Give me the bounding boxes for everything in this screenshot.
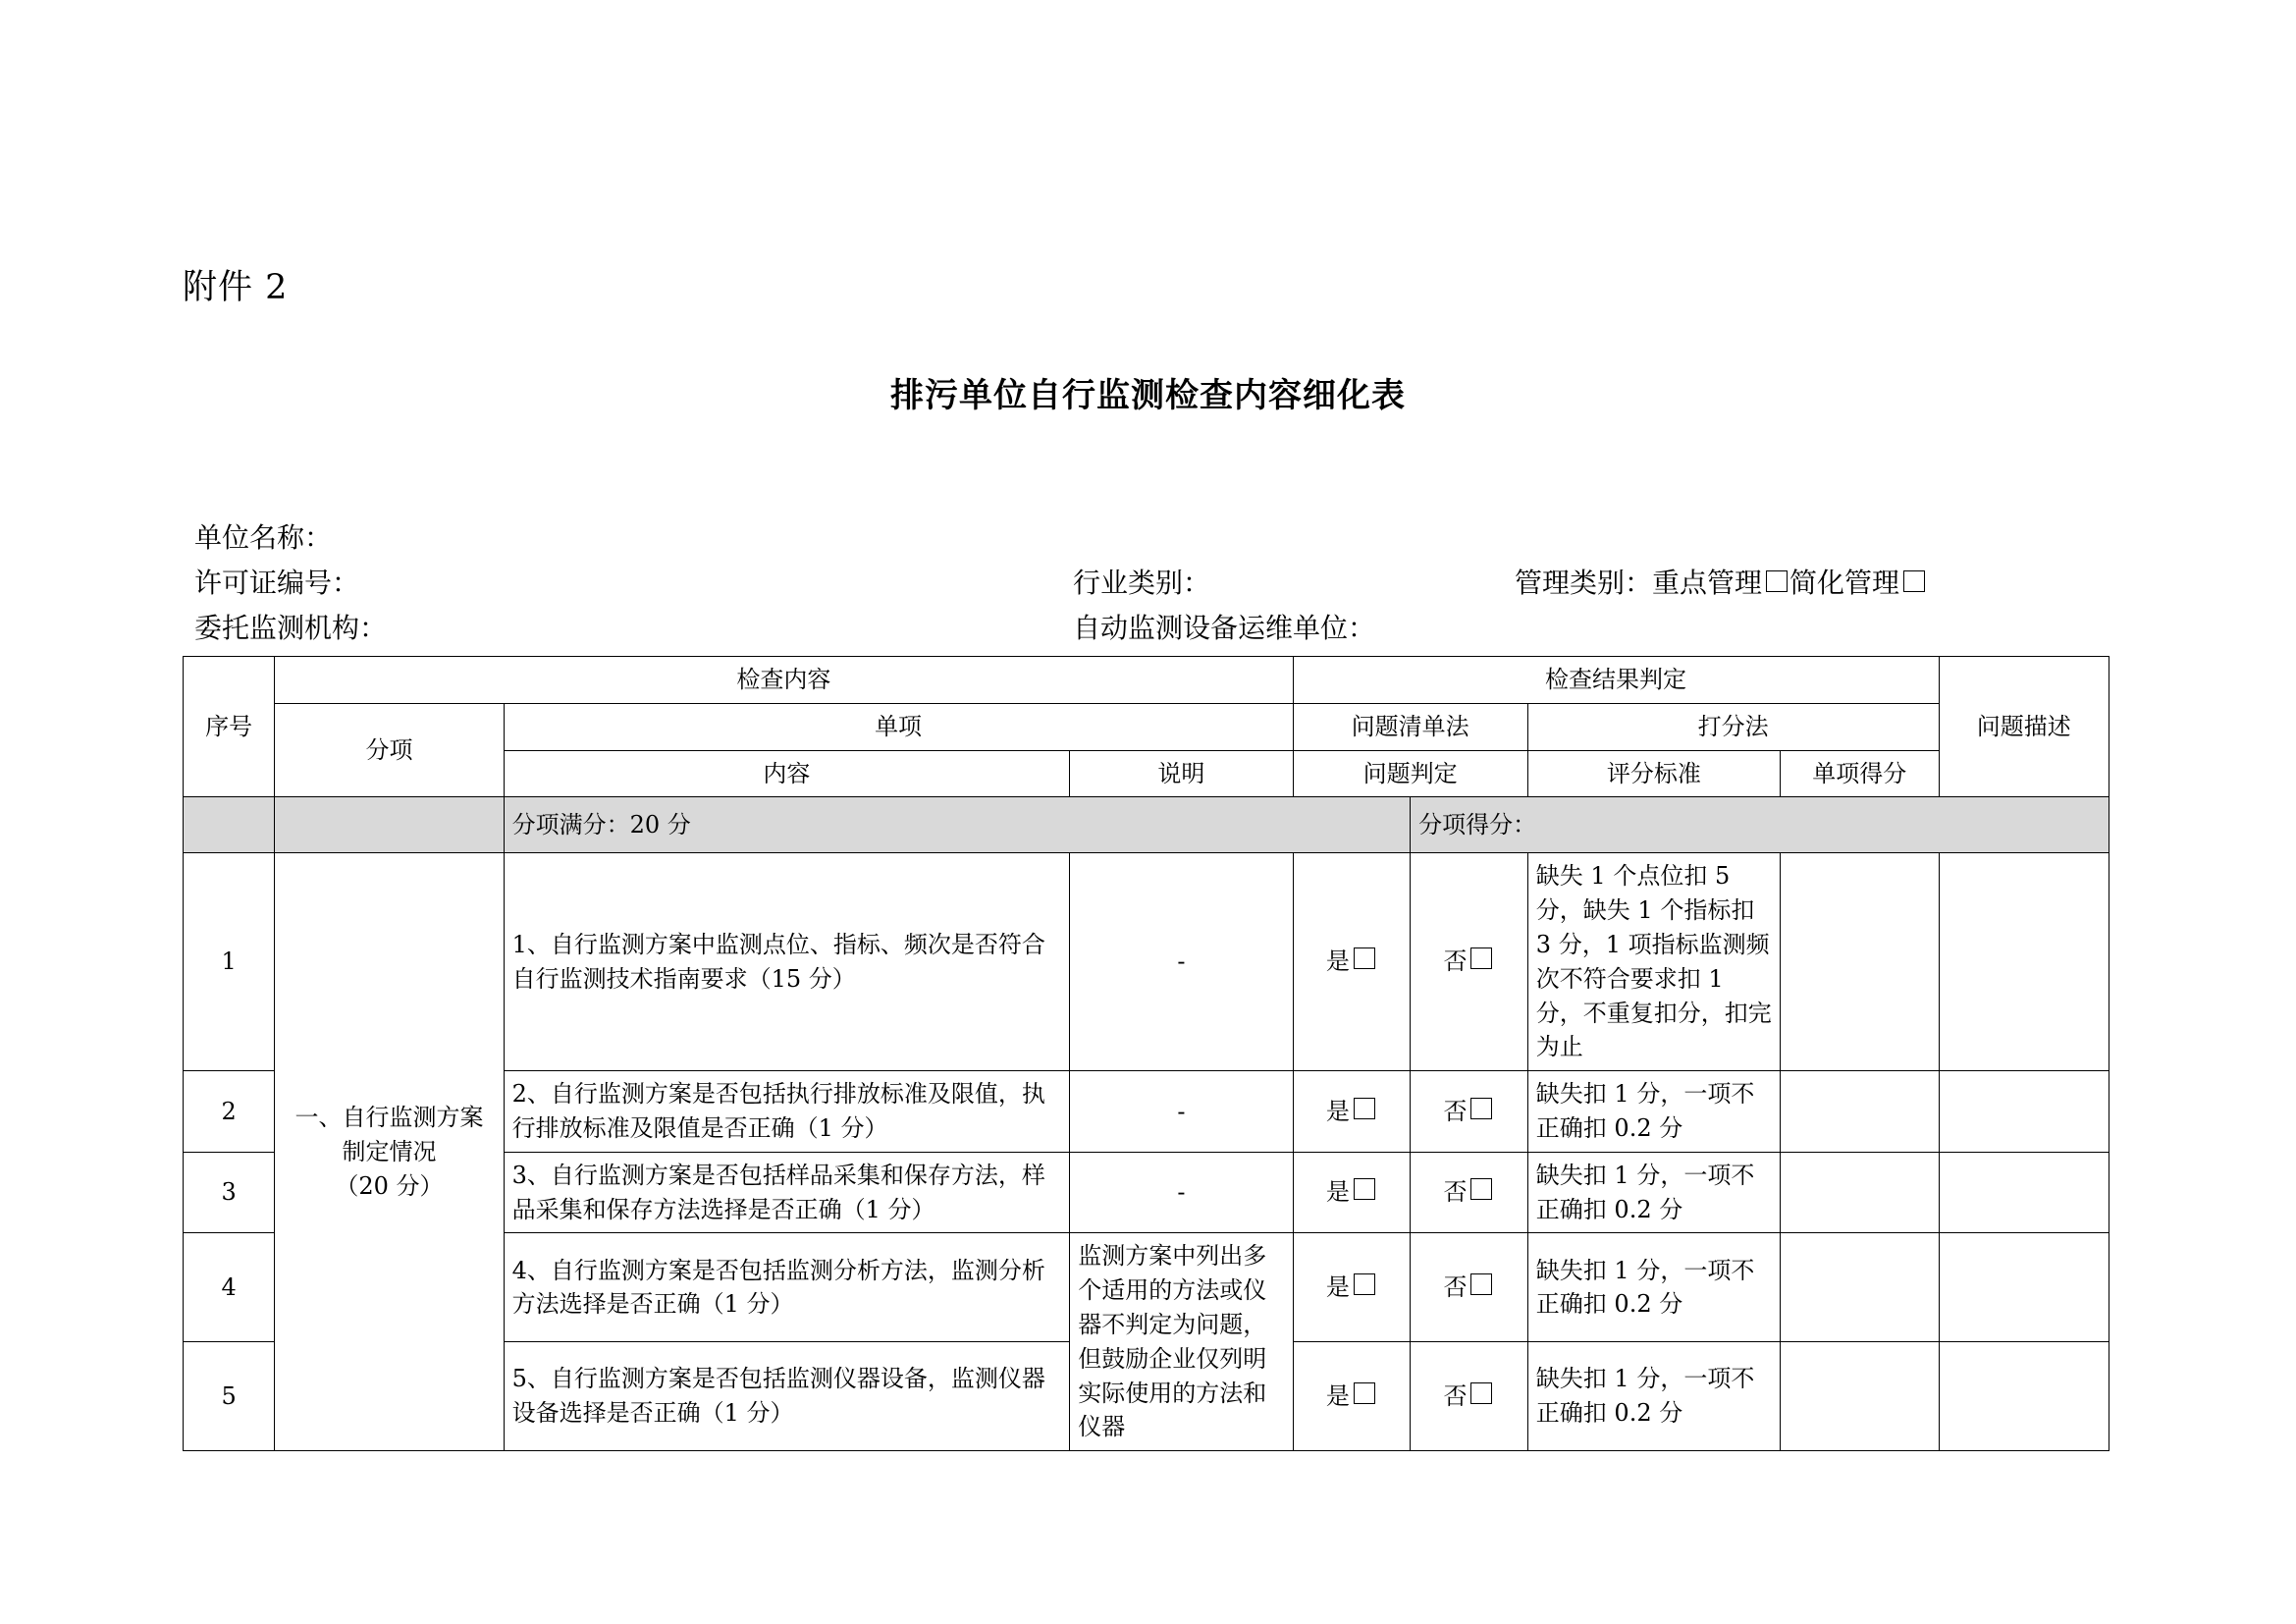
table-header-row-1: [184, 657, 2109, 704]
judge-yes-label: 是: [1325, 1381, 1350, 1410]
row-score-standard: 缺失扣 1 分，一项不正确扣 0.2 分: [1527, 1342, 1780, 1451]
section-band-row: [184, 797, 2109, 853]
judge-yes-checkbox-icon[interactable]: [1354, 1178, 1375, 1200]
header-score-standard: 评分标准: [1527, 750, 1780, 797]
row-problem-desc[interactable]: [1939, 1071, 2109, 1153]
row-seq: 3: [184, 1152, 275, 1233]
attachment-label: 附件 2: [183, 268, 289, 307]
row-problem-desc[interactable]: [1939, 853, 2109, 1071]
key-management-checkbox-icon[interactable]: [1766, 570, 1788, 592]
row-seq: 4: [184, 1233, 275, 1342]
row-seq: 1: [184, 853, 275, 1071]
row-seq: 2: [184, 1071, 275, 1153]
row-judge-no[interactable]: [1411, 1233, 1528, 1342]
header-problem-desc: 问题描述: [1939, 657, 2109, 797]
row-judge-yes[interactable]: [1293, 1342, 1411, 1451]
table-header-row-2: [184, 703, 2109, 750]
row-content: 3、自行监测方案是否包括样品采集和保存方法，样品采集和保存方法选择是否正确（1 分）: [504, 1152, 1070, 1233]
meta-row-3: [194, 606, 2148, 651]
group-label-line1: 一、自行监测方案: [294, 1104, 484, 1132]
meta-row-1: [194, 515, 2148, 561]
inspection-table: [183, 656, 2109, 1451]
row-explanation: 监测方案中列出多个适用的方法或仪器不判定为问题，但鼓励企业仅列明实际使用的方法和仪器: [1070, 1233, 1293, 1451]
header-item-score: 单项得分: [1781, 750, 1940, 797]
judge-no-label: 否: [1443, 1178, 1468, 1207]
header-problem-list-method: 问题清单法: [1293, 703, 1527, 750]
row-content: 4、自行监测方案是否包括监测分析方法，监测分析方法选择是否正确（1 分）: [504, 1233, 1070, 1342]
row-content: 1、自行监测方案中监测点位、指标、频次是否符合自行监测技术指南要求（15 分）: [504, 853, 1070, 1071]
judge-no-checkbox-icon[interactable]: [1470, 1098, 1492, 1119]
judge-yes-label: 是: [1325, 1178, 1350, 1207]
row-content: 2、自行监测方案是否包括执行排放标准及限值，执行排放标准及限值是否正确（1 分）: [504, 1071, 1070, 1153]
row-problem-desc[interactable]: [1939, 1152, 2109, 1233]
row-judge-yes[interactable]: [1293, 853, 1411, 1071]
meta-block: [194, 515, 2148, 651]
table-row: [184, 853, 2109, 1071]
row-explanation: -: [1070, 1152, 1293, 1233]
permit-number-label: 许可证编号：: [194, 567, 360, 599]
row-score-standard: 缺失扣 1 分，一项不正确扣 0.2 分: [1527, 1152, 1780, 1233]
meta-row-2: [194, 561, 2148, 606]
header-seq: 序号: [184, 657, 275, 797]
row-judge-no[interactable]: [1411, 1152, 1528, 1233]
band-sub-score: 分项得分：: [1411, 797, 2109, 853]
auto-monitoring-om-unit-label: 自动监测设备运维单位：: [1073, 612, 1376, 644]
judge-no-checkbox-icon[interactable]: [1470, 1178, 1492, 1200]
row-judge-no[interactable]: [1411, 853, 1528, 1071]
row-judge-yes[interactable]: [1293, 1152, 1411, 1233]
judge-no-label: 否: [1443, 1097, 1468, 1125]
row-item-score[interactable]: [1781, 1071, 1940, 1153]
judge-yes-checkbox-icon[interactable]: [1354, 1098, 1375, 1119]
header-problem-judge: 问题判定: [1293, 750, 1527, 797]
row-judge-no[interactable]: [1411, 1342, 1528, 1451]
row-explanation: -: [1070, 1071, 1293, 1153]
judge-yes-label: 是: [1325, 947, 1350, 976]
header-sub-item: 分项: [275, 703, 504, 797]
judge-no-label: 否: [1443, 947, 1468, 976]
judge-no-checkbox-icon[interactable]: [1470, 947, 1492, 969]
unit-name-label: 单位名称：: [194, 521, 333, 554]
row-score-standard: 缺失 1 个点位扣 5 分，缺失 1 个指标扣 3 分，1 项指标监测频次不符合要求扣 1 分，不重复扣分，扣完为止: [1527, 853, 1780, 1071]
judge-no-checkbox-icon[interactable]: [1470, 1273, 1492, 1295]
header-single-item: 单项: [504, 703, 1293, 750]
industry-category-label: 行业类别：: [1073, 567, 1211, 599]
judge-no-label: 否: [1443, 1381, 1468, 1410]
judge-yes-checkbox-icon[interactable]: [1354, 947, 1375, 969]
band-sub-item-cell: [275, 797, 504, 853]
row-judge-no[interactable]: [1411, 1071, 1528, 1153]
judge-yes-checkbox-icon[interactable]: [1354, 1382, 1375, 1404]
header-content: 内容: [504, 750, 1070, 797]
row-seq: 5: [184, 1342, 275, 1451]
simplified-management-checkbox-icon[interactable]: [1903, 570, 1925, 592]
group-label-cell: [275, 853, 504, 1451]
group-label-line3: （20 分）: [335, 1171, 444, 1200]
header-check-result: 检查结果判定: [1293, 657, 1939, 704]
row-item-score[interactable]: [1781, 1342, 1940, 1451]
judge-yes-label: 是: [1325, 1272, 1350, 1301]
judge-no-label: 否: [1443, 1272, 1468, 1301]
band-seq-cell: [184, 797, 275, 853]
row-judge-yes[interactable]: [1293, 1071, 1411, 1153]
header-explanation: 说明: [1070, 750, 1293, 797]
page-title: 排污单位自行监测检查内容细化表: [890, 376, 1406, 415]
row-score-standard: 缺失扣 1 分，一项不正确扣 0.2 分: [1527, 1071, 1780, 1153]
key-management-option-label: 重点管理: [1652, 567, 1763, 599]
row-problem-desc[interactable]: [1939, 1342, 2109, 1451]
group-label-line2: 制定情况: [342, 1137, 437, 1165]
row-judge-yes[interactable]: [1293, 1233, 1411, 1342]
management-category-label: 管理类别：: [1515, 567, 1653, 599]
row-score-standard: 缺失扣 1 分，一项不正确扣 0.2 分: [1527, 1233, 1780, 1342]
header-scoring-method: 打分法: [1527, 703, 1939, 750]
judge-yes-label: 是: [1325, 1097, 1350, 1125]
row-item-score[interactable]: [1781, 1233, 1940, 1342]
row-item-score[interactable]: [1781, 1152, 1940, 1233]
row-explanation: -: [1070, 853, 1293, 1071]
entrusted-monitoring-agency-label: 委托监测机构：: [194, 612, 388, 644]
judge-yes-checkbox-icon[interactable]: [1354, 1273, 1375, 1295]
simplified-management-option-label: 简化管理: [1789, 567, 1900, 599]
row-content: 5、自行监测方案是否包括监测仪器设备，监测仪器设备选择是否正确（1 分）: [504, 1342, 1070, 1451]
row-item-score[interactable]: [1781, 853, 1940, 1071]
header-check-content: 检查内容: [275, 657, 1293, 704]
management-category-group: [1515, 561, 1927, 606]
row-problem-desc[interactable]: [1939, 1233, 2109, 1342]
judge-no-checkbox-icon[interactable]: [1470, 1382, 1492, 1404]
band-full-score: 分项满分：20 分: [504, 797, 1411, 853]
